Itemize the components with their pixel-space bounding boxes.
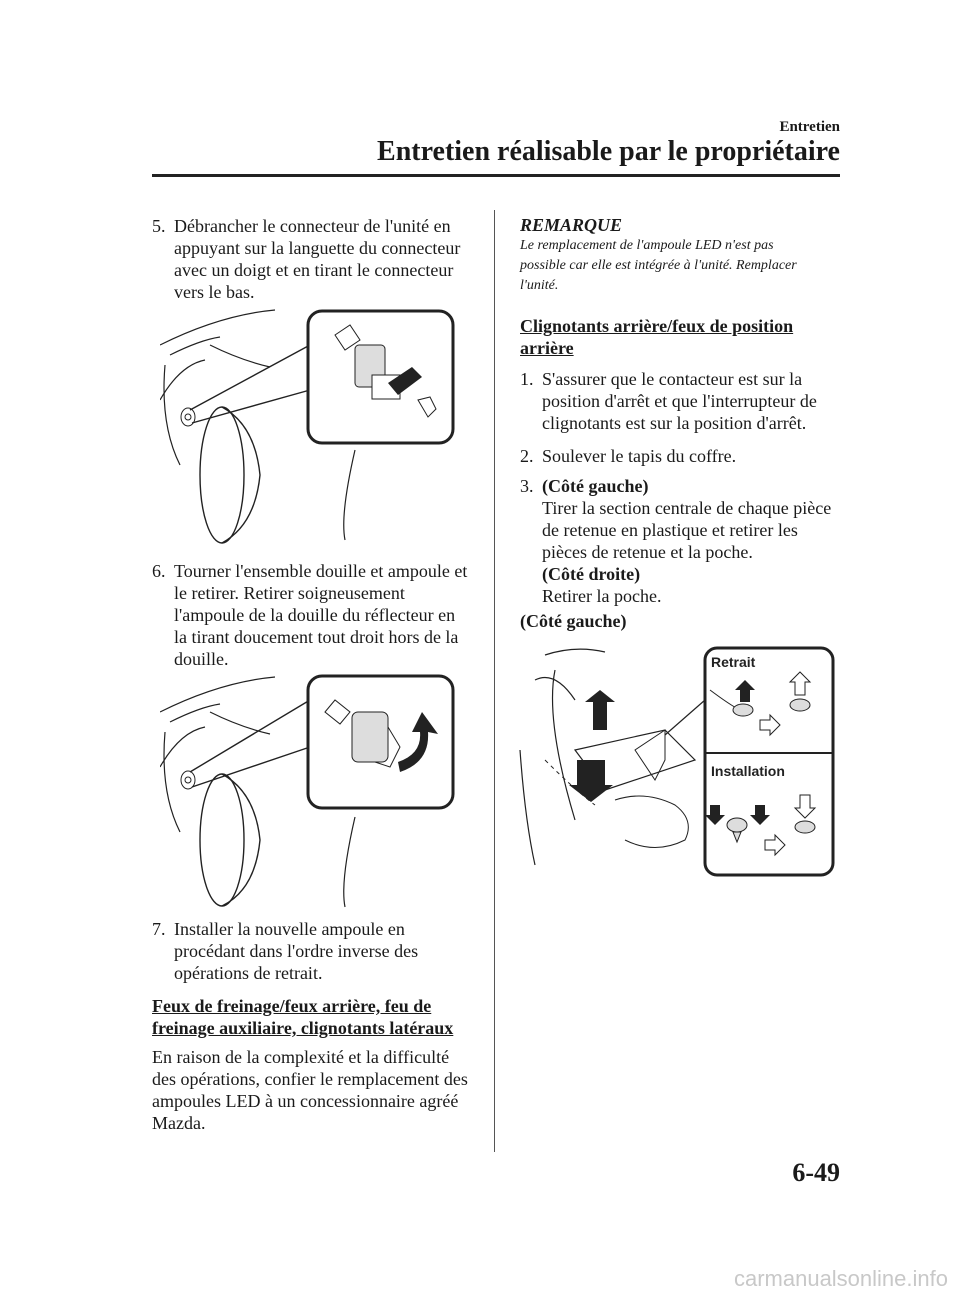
section-heading-rear-turn: Clignotants arrière/feux de position arrière (520, 316, 794, 358)
watermark: carmanualsonline.info (733, 1266, 948, 1291)
section-label: Entretien (779, 119, 840, 135)
page-number: 6-49 (792, 1158, 840, 1187)
step-number: 3. (520, 476, 534, 496)
step-7 (152, 918, 472, 984)
step-5 (152, 215, 472, 303)
header-rule (152, 174, 840, 177)
note-text: Le remplacement de l'ampoule LED n'est pas possible car elle est intégrée à l'unité. Remplacer l'unité. (520, 238, 797, 293)
note-title: REMARQUE (520, 215, 623, 235)
step-2 (520, 445, 840, 467)
step-number: 6. (152, 561, 166, 581)
bulb-removal-illustration (160, 672, 460, 912)
step-3 (520, 475, 840, 607)
step-text: Tourner l'ensemble douille et ampoule et le retirer. Retirer soigneusement l'ampoule de la douille du réflecteur en la tirant doucement tout droit hors de la douille. (174, 561, 468, 669)
page-title: Entretien réalisable par le propriétaire (377, 136, 840, 167)
retrait-label: Retrait (711, 654, 756, 670)
connector-illustration (160, 305, 460, 545)
trunk-clip-illustration (515, 640, 840, 880)
left-side-text: Tirer la section centrale de chaque pièce de retenue en plastique et retirer les pièces de retenue et la poche. (542, 498, 832, 562)
step-number: 5. (152, 216, 166, 236)
right-side-text: Retirer la poche. (542, 586, 662, 606)
left-side-label: (Côté gauche) (542, 476, 649, 496)
step-text: Installer la nouvelle ampoule en procédant dans l'ordre inverse des opérations de retrait. (174, 919, 419, 983)
column-divider (494, 210, 495, 1152)
step-number: 1. (520, 369, 534, 389)
right-side-label: (Côté droite) (542, 564, 641, 584)
step-text: Soulever le tapis du coffre. (542, 446, 737, 466)
installation-label: Installation (711, 763, 785, 779)
step-number: 2. (520, 446, 534, 466)
led-paragraph: En raison de la complexité et la difficulté des opérations, confier le remplacement des ampoules LED à un concessionnaire agréé Mazda. (152, 1047, 468, 1133)
step-number: 7. (152, 919, 166, 939)
step-6 (152, 560, 472, 670)
section-heading-brake-lights: Feux de freinage/feux arrière, feu de freinage auxiliaire, clignotants latéraux (152, 996, 454, 1038)
figure-side-label: (Côté gauche) (520, 611, 627, 631)
step-text: S'assurer que le contacteur est sur la position d'arrêt et que l'interrupteur de clignotants est sur la position d'arrêt. (542, 369, 817, 433)
step-1 (520, 368, 840, 434)
step-text: Débrancher le connecteur de l'unité en appuyant sur la languette du connecteur avec un doigt et en tirant le connecteur vers le bas. (174, 216, 461, 302)
